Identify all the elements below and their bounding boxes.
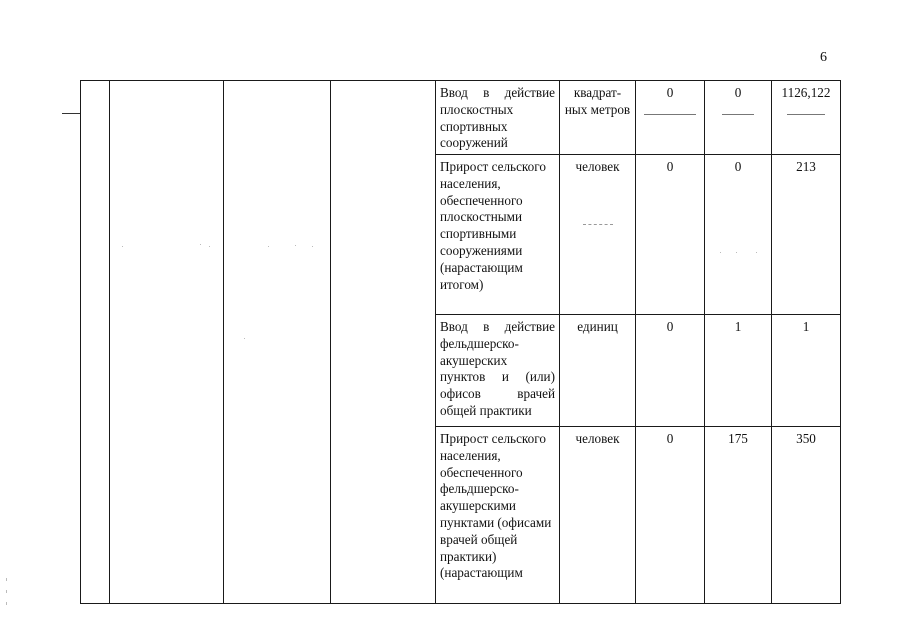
unit-cell: человек: [560, 427, 636, 604]
margin-mark: [62, 113, 80, 114]
merged-cell-col2: [110, 81, 224, 604]
page-number: 6: [820, 50, 827, 65]
value-cell: 0: [636, 315, 705, 427]
indicator-cell: Прирост сельского населения, обеспеченного фельдшерско-акушерскими пунктами (офисами врачей общей практики) (нарастающим: [436, 427, 560, 604]
value-cell: 1: [705, 315, 772, 427]
value-cell: 350: [772, 427, 841, 604]
indicator-cell: Ввод в действие фельдшерско-акушерских пунктов и (или) офисов врачей общей практики: [436, 315, 560, 427]
underline-mark: [722, 114, 754, 115]
value-cell: 0: [636, 427, 705, 604]
value-cell: [705, 81, 772, 155]
merged-cell-col1: [81, 81, 110, 604]
value-cell: 0: [636, 155, 705, 315]
value-cell: [636, 81, 705, 155]
value-cell: 213: [772, 155, 841, 315]
value-cell: 175: [705, 427, 772, 604]
unit-cell: единиц: [560, 315, 636, 427]
indicator-cell: Ввод в действие плоскостных спортивных сооружений: [436, 81, 560, 155]
table-row: [81, 81, 841, 155]
merged-cell-col3: [224, 81, 331, 604]
unit-cell: [560, 155, 636, 315]
merged-cell-col4: [331, 81, 436, 604]
indicator-cell: Прирост сельского населения, обеспеченного плоскостными спортивными сооружениями (нарастающим итогом): [436, 155, 560, 315]
unit-text: человек: [575, 159, 620, 174]
value-text: 1126,122: [781, 85, 831, 100]
scan-dash: [583, 224, 613, 225]
underline-mark: [787, 114, 825, 115]
value-cell: [772, 81, 841, 155]
unit-cell: квадрат-ных метров: [560, 81, 636, 155]
underline-mark: [644, 114, 696, 115]
value-text: 0: [666, 85, 674, 100]
value-cell: 0: [705, 155, 772, 315]
value-text: 0: [734, 85, 742, 100]
indicators-table: [80, 80, 841, 604]
value-cell: 1: [772, 315, 841, 427]
